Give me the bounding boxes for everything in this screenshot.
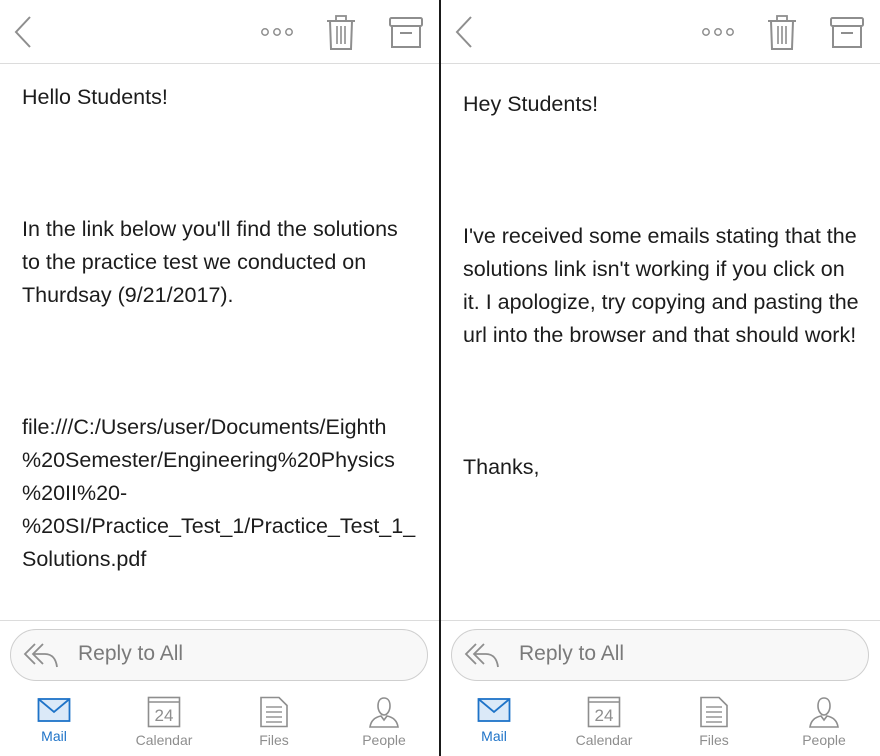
tab-calendar[interactable]	[559, 690, 649, 756]
reply-all-label: Reply to All	[78, 642, 184, 665]
calendar-icon	[147, 696, 181, 728]
reply-all-button[interactable]	[451, 629, 869, 681]
tab-label: Mail	[41, 728, 67, 744]
calendar-date: 24	[154, 706, 174, 725]
tab-label: Files	[259, 732, 289, 748]
reply-all-icon	[23, 640, 59, 670]
message-paragraph: I've received some emails stating that the solutions link isn't working if you click on it. I apologize, try copying and pasting the url into the browser and that should work!	[463, 224, 859, 347]
message-greeting: Hey Students!	[463, 92, 599, 116]
message-body	[22, 64, 421, 576]
tab-bar	[0, 690, 439, 756]
files-icon	[259, 696, 289, 728]
tab-label: Files	[699, 732, 729, 748]
trash-icon[interactable]	[767, 14, 797, 52]
message-signoff: Thanks,	[463, 455, 540, 479]
files-icon	[699, 696, 729, 728]
tab-label: Calendar	[575, 732, 633, 748]
tab-label: People	[802, 732, 846, 748]
reply-all-label: Reply to All	[519, 642, 625, 665]
tab-files[interactable]	[669, 690, 759, 756]
calendar-date: 24	[594, 706, 614, 725]
people-icon	[368, 696, 400, 728]
more-dots-icon[interactable]	[258, 20, 298, 44]
message-toolbar	[441, 0, 880, 64]
mail-icon	[477, 696, 511, 724]
trash-icon[interactable]	[326, 14, 356, 52]
message-paragraph: In the link below you'll find the solutions to the practice test we conducted on Thurdsay (9/21/2017).	[22, 217, 398, 307]
archive-icon[interactable]	[388, 16, 424, 50]
link-line: %20II%20-	[22, 481, 128, 505]
chevron-left-icon[interactable]	[12, 14, 36, 50]
reply-bar	[441, 620, 880, 690]
message-panel-left	[0, 0, 439, 756]
reply-bar	[0, 620, 439, 690]
message-body	[463, 64, 862, 484]
tab-people[interactable]	[339, 690, 429, 756]
people-icon	[808, 696, 840, 728]
solutions-link[interactable]	[22, 411, 421, 576]
archive-icon[interactable]	[829, 16, 865, 50]
tab-mail[interactable]	[449, 690, 539, 756]
tab-label: People	[362, 732, 406, 748]
message-panel-right	[441, 0, 880, 756]
link-line: file:///C:/Users/user/Documents/Eighth	[22, 415, 387, 439]
message-toolbar	[0, 0, 439, 64]
calendar-icon	[587, 696, 621, 728]
tab-bar	[441, 690, 880, 756]
reply-all-icon	[464, 640, 500, 670]
tab-label: Mail	[481, 728, 507, 744]
tab-people[interactable]	[779, 690, 869, 756]
link-line: %20SI/Practice_Test_1/Practice_Test_1_	[22, 514, 416, 538]
link-line: %20Semester/Engineering%20Physics	[22, 448, 395, 472]
reply-all-button[interactable]	[10, 629, 428, 681]
tab-calendar[interactable]	[119, 690, 209, 756]
message-greeting: Hello Students!	[22, 85, 168, 109]
mail-icon	[37, 696, 71, 724]
link-line: Solutions.pdf	[22, 547, 147, 571]
tab-files[interactable]	[229, 690, 319, 756]
more-dots-icon[interactable]	[699, 20, 739, 44]
tab-label: Calendar	[135, 732, 193, 748]
tab-mail[interactable]	[9, 690, 99, 756]
chevron-left-icon[interactable]	[453, 14, 477, 50]
